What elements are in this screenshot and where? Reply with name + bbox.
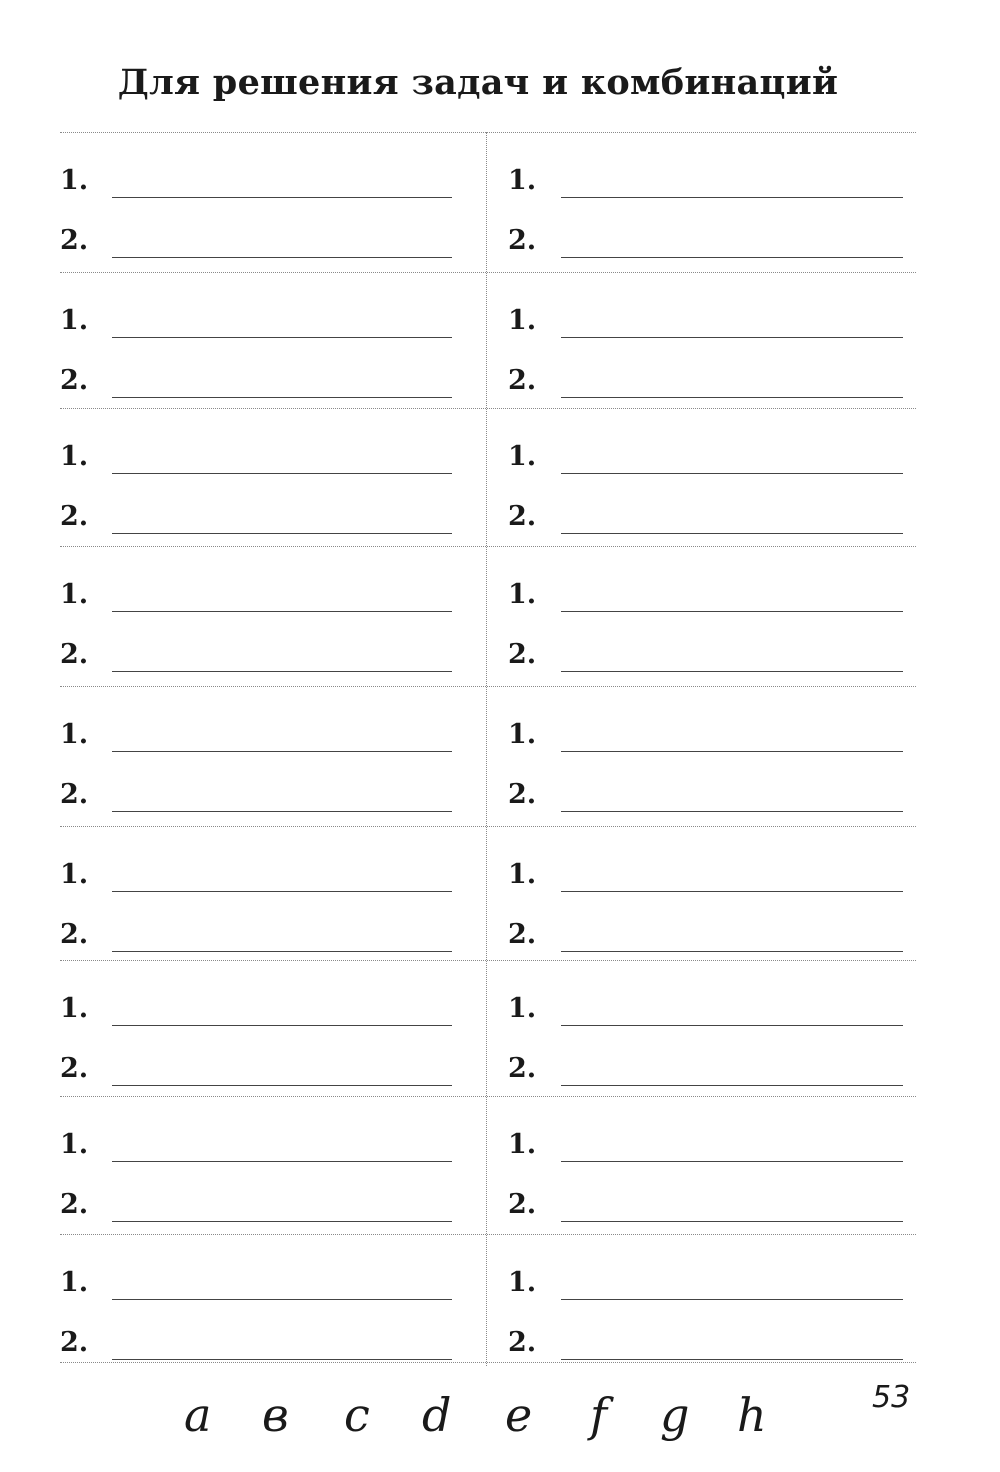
- section-divider: [60, 1234, 916, 1235]
- answer-underline: [561, 473, 903, 474]
- answer-underline: [112, 337, 452, 338]
- item-number: 1.: [508, 993, 537, 1024]
- item-number: 2.: [60, 225, 89, 256]
- file-letter-2: в: [262, 1388, 289, 1442]
- answer-line-right-4-1[interactable]: [508, 572, 903, 612]
- answer-underline: [561, 337, 903, 338]
- answer-line-left-5-2[interactable]: [60, 772, 452, 812]
- answer-underline: [561, 751, 903, 752]
- answer-line-left-9-1[interactable]: [60, 1260, 452, 1300]
- item-number: 2.: [60, 365, 89, 396]
- answer-underline: [561, 1161, 903, 1162]
- item-number: 1.: [60, 441, 89, 472]
- answer-line-right-7-1[interactable]: [508, 986, 903, 1026]
- file-letter-7: g: [660, 1388, 690, 1442]
- answer-underline: [561, 1085, 903, 1086]
- answer-underline: [112, 1085, 452, 1086]
- answer-line-right-2-2[interactable]: [508, 358, 903, 398]
- answer-underline: [112, 197, 452, 198]
- answer-line-right-3-2[interactable]: [508, 494, 903, 534]
- section-divider: [60, 686, 916, 687]
- answer-line-right-5-1[interactable]: [508, 712, 903, 752]
- item-number: 1.: [508, 719, 537, 750]
- answer-line-right-1-1[interactable]: [508, 158, 903, 198]
- answer-underline: [561, 611, 903, 612]
- answer-line-right-1-2[interactable]: [508, 218, 903, 258]
- answer-underline: [112, 1221, 452, 1222]
- item-number: 2.: [60, 639, 89, 670]
- item-number: 1.: [60, 719, 89, 750]
- item-number: 1.: [508, 305, 537, 336]
- answer-underline: [561, 891, 903, 892]
- section-divider: [60, 408, 916, 409]
- file-letters: [0, 1385, 1000, 1455]
- file-letter-3: c: [344, 1388, 370, 1442]
- answer-underline: [561, 533, 903, 534]
- answer-underline: [561, 1221, 903, 1222]
- answer-line-left-1-2[interactable]: [60, 218, 452, 258]
- item-number: 1.: [60, 1129, 89, 1160]
- section-divider: [60, 272, 916, 273]
- item-number: 2.: [60, 919, 89, 950]
- answer-underline: [112, 951, 452, 952]
- answer-underline: [112, 397, 452, 398]
- item-number: 2.: [508, 919, 537, 950]
- answer-underline: [561, 257, 903, 258]
- answer-line-right-5-2[interactable]: [508, 772, 903, 812]
- answer-underline: [112, 257, 452, 258]
- section-divider: [60, 546, 916, 547]
- answer-underline: [561, 1025, 903, 1026]
- section-divider: [60, 960, 916, 961]
- answer-line-right-3-1[interactable]: [508, 434, 903, 474]
- answer-line-right-6-1[interactable]: [508, 852, 903, 892]
- item-number: 1.: [508, 579, 537, 610]
- answer-line-right-9-2[interactable]: [508, 1320, 903, 1360]
- item-number: 1.: [508, 1267, 537, 1298]
- answer-line-left-3-1[interactable]: [60, 434, 452, 474]
- answer-underline: [112, 611, 452, 612]
- page-number: 53: [872, 1380, 911, 1415]
- answer-underline: [561, 397, 903, 398]
- answer-line-right-7-2[interactable]: [508, 1046, 903, 1086]
- item-number: 2.: [508, 779, 537, 810]
- answer-underline: [561, 671, 903, 672]
- item-number: 1.: [508, 1129, 537, 1160]
- answer-underline: [561, 951, 903, 952]
- item-number: 2.: [60, 501, 89, 532]
- file-letter-5: e: [505, 1388, 533, 1442]
- answer-line-right-8-1[interactable]: [508, 1122, 903, 1162]
- answer-underline: [112, 891, 452, 892]
- answer-line-left-4-2[interactable]: [60, 632, 452, 672]
- item-number: 2.: [508, 501, 537, 532]
- answer-line-left-9-2[interactable]: [60, 1320, 452, 1360]
- answer-line-left-8-2[interactable]: [60, 1182, 452, 1222]
- answer-line-right-4-2[interactable]: [508, 632, 903, 672]
- answer-underline: [112, 1359, 452, 1360]
- section-divider: [60, 1096, 916, 1097]
- item-number: 2.: [508, 1189, 537, 1220]
- answer-line-left-6-2[interactable]: [60, 912, 452, 952]
- answer-underline: [112, 671, 452, 672]
- answer-line-left-6-1[interactable]: [60, 852, 452, 892]
- answer-underline: [112, 811, 452, 812]
- answer-line-right-8-2[interactable]: [508, 1182, 903, 1222]
- answer-underline: [561, 1299, 903, 1300]
- file-letter-8: h: [737, 1388, 767, 1442]
- section-divider: [60, 1362, 916, 1363]
- file-letter-4: d: [422, 1388, 452, 1442]
- answer-line-left-1-1[interactable]: [60, 158, 452, 198]
- item-number: 2.: [60, 1327, 89, 1358]
- answer-line-right-9-1[interactable]: [508, 1260, 903, 1300]
- item-number: 1.: [508, 165, 537, 196]
- answer-line-left-2-1[interactable]: [60, 298, 452, 338]
- answer-line-left-8-1[interactable]: [60, 1122, 452, 1162]
- item-number: 1.: [508, 859, 537, 890]
- answer-underline: [561, 1359, 903, 1360]
- section-divider: [60, 132, 916, 133]
- answer-underline: [112, 533, 452, 534]
- item-number: 1.: [60, 859, 89, 890]
- item-number: 1.: [60, 579, 89, 610]
- page-title: Для решения задач и комбинаций: [117, 62, 839, 103]
- item-number: 1.: [60, 1267, 89, 1298]
- file-letter-1: a: [184, 1388, 212, 1442]
- answer-line-left-3-2[interactable]: [60, 494, 452, 534]
- item-number: 1.: [60, 305, 89, 336]
- answer-underline: [112, 473, 452, 474]
- answer-line-left-5-1[interactable]: [60, 712, 452, 752]
- item-number: 2.: [508, 639, 537, 670]
- item-number: 2.: [60, 1189, 89, 1220]
- file-letter-6: f: [590, 1388, 608, 1442]
- answer-line-right-6-2[interactable]: [508, 912, 903, 952]
- answer-underline: [112, 1025, 452, 1026]
- item-number: 2.: [508, 1053, 537, 1084]
- item-number: 2.: [508, 1327, 537, 1358]
- answer-underline: [112, 1299, 452, 1300]
- answer-line-left-4-1[interactable]: [60, 572, 452, 612]
- answer-underline: [112, 1161, 452, 1162]
- answer-line-left-7-1[interactable]: [60, 986, 452, 1026]
- item-number: 1.: [60, 165, 89, 196]
- answer-underline: [561, 811, 903, 812]
- item-number: 2.: [60, 779, 89, 810]
- answer-underline: [112, 751, 452, 752]
- answer-line-right-2-1[interactable]: [508, 298, 903, 338]
- answer-line-left-2-2[interactable]: [60, 358, 452, 398]
- item-number: 2.: [60, 1053, 89, 1084]
- column-divider: [486, 132, 487, 1366]
- item-number: 2.: [508, 365, 537, 396]
- answer-underline: [561, 197, 903, 198]
- section-divider: [60, 826, 916, 827]
- item-number: 2.: [508, 225, 537, 256]
- item-number: 1.: [508, 441, 537, 472]
- answer-line-left-7-2[interactable]: [60, 1046, 452, 1086]
- item-number: 1.: [60, 993, 89, 1024]
